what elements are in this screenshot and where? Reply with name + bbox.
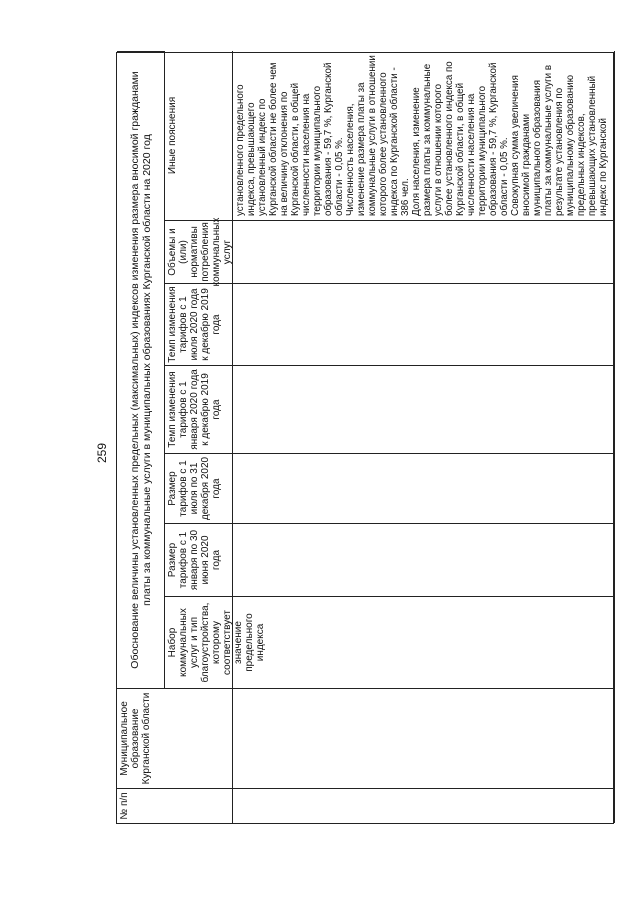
header-tariff-jul-dec-label: Размер тарифов с 1 июля по 31 декабря 2020 года — [167, 456, 222, 521]
header-municipality-label: Муниципальное образование Курганской области — [119, 692, 152, 785]
cell-service-set — [233, 596, 615, 688]
cell-municipality — [233, 688, 615, 788]
header-tariff-jan-jun-label: Размер тарифов с 1 января по 30 июня 2020 года — [167, 529, 222, 591]
header-rate-jan — [165, 365, 233, 453]
header-rate-jul — [165, 283, 233, 365]
header-rate-jul-label: Темп изменения тарифов с 1 июля 2020 года к декабрю 2019 года — [167, 286, 222, 363]
header-service-set — [165, 596, 266, 688]
header-service-set-label: Набор коммунальных услуг и тип благоустройства, которому соответствует значение предельного индекса — [167, 602, 266, 683]
header-tariff-jan-jun — [165, 523, 233, 596]
header-justification-title — [117, 51, 165, 688]
header-rate-jan-label: Темп изменения тарифов с 1 января 2020 года к декабрю 2019 года — [167, 369, 222, 450]
page-number: 259 — [95, 442, 109, 464]
header-number — [117, 788, 233, 823]
header-volumes-label: Объемы и (или) нормативы потребления коммунальных услуг — [167, 217, 233, 287]
explanation-paragraph-1: установленного предельного индекса, превышающего установленный индекс по Курганской области не более чем на величину отклонения по Курганской области, в общей численности населения на территории муниципального образования - 59,7 %, Курганской области - 0,05 %. — [235, 62, 345, 216]
justification-table — [116, 52, 614, 824]
explanation-paragraph-2: Численность населения, изменение размера платы за коммунальные услуги в отношении которого более установленного индекса по Курганской области - 386 чел. — [345, 55, 411, 216]
cell-volumes — [233, 220, 615, 283]
cell-tariff-jul-dec — [233, 453, 615, 523]
explanation-paragraph-3: Доля населения, изменение размера платы за коммунальные услуги в отношении которого более установленного индекса по Курганской области, в общей численности населения на территории муниципального образования - 59,7 %, Курганской области - 0,05 %. — [411, 61, 510, 216]
header-other — [165, 51, 233, 220]
header-other-label: Иные пояснения — [167, 96, 178, 175]
cell-rate-jul — [233, 283, 615, 365]
header-number-label: № п/п — [119, 792, 130, 820]
cell-rate-jan — [233, 365, 615, 453]
header-municipality — [117, 688, 233, 788]
header-volumes — [165, 217, 233, 287]
cell-tariff-jan-jun — [233, 523, 615, 596]
cell-other-explanations — [233, 51, 615, 220]
cell-number — [233, 788, 615, 823]
explanation-paragraph-4: Совокупная сумма увеличения вносимой гражданами муниципального образования платы за коммунальные услуги в результате установления по муниципальному образованию предельных индексов, превышающих установленный индекс по Курганской — [510, 64, 609, 216]
header-tariff-jul-dec — [165, 453, 233, 523]
header-justification-title-label: Обоснование величины установленных предельных (максимальных) индексов изменения размера вносимой гражданами платы за коммунальные услуги в муниципальных образованиях Курганской области на 2020 год — [128, 71, 153, 669]
